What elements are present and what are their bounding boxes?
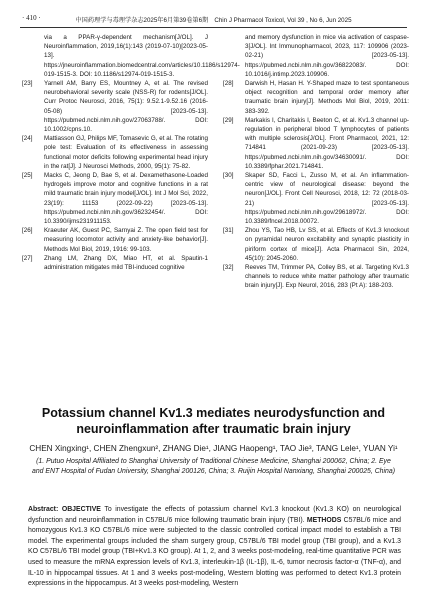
page-header	[20, 14, 407, 26]
journal-running-head: 中国药理学与毒理学杂志2025年6月第39卷第6期 Chin J Pharmacol Toxicol, Vol 39 , No 6, Jun 2025	[75, 17, 352, 24]
reference-item: and memory dysfunction in mice via activation of caspase-3[J/OL]. Int Immunopharmacol, 2023, 117: 109906 (2023-02-21) [2023-05-13]. https://pubmed.ncbi.nlm.nih.gov/36822083/. DOI: 10.1016/j.intimp.2023.109906.	[245, 34, 409, 78]
header-rule	[20, 27, 407, 28]
reference-item: [31] Zhou YS, Tao HB, Lv SS, et al. Effects of Kv1.3 knockout on pyramidal neuron excitability and synaptic plasticity in piriform cortex of mice[J]. Acta Pharmacol Sin, 2024, 45(10): 2045-2060.	[223, 227, 409, 262]
author-list: CHEN Xingxing¹, CHEN Zhengxun², ZHANG Die¹, JIANG Haopeng¹, TAO Jie³, TANG Lele¹, YUAN Yi¹	[29, 444, 398, 453]
english-abstract	[28, 505, 401, 590]
reference-item: [24] Mattiasson GJ, Philips MF, Tomasevic G, et al. The rotating pole test: Evaluation of its effectiveness in assessing functional motor deficits following experimental head injury in the rat[J]. J Neurosci Methods, 2000, 95(1): 75-82.	[22, 135, 208, 170]
reference-item: [23] Yarnell AM, Barry ES, Mountney A, et al. The revised neurobehavioral severity scale (NSS-R) for rodents[J/OL]. Curr Protoc Neurosci, 2016, 75(1): 9.52.1-9.52.16 (2016-05-08) [2023-05-13]. https://pubmed.ncbi.nlm.nih.gov/27063788/. DOI: 10.1002/cpns.10.	[22, 80, 208, 134]
abstract-label: Abstract: OBJECTIVE	[28, 506, 101, 513]
references-right-column	[223, 33, 409, 291]
methods-label: METHODS	[306, 516, 342, 524]
reference-item: via a PPAR-γ-dependent mechanism[J/OL]. J Neuroinflammation, 2019,16(1):143 (2019-07-10)[2023-05-13]. https://jneuroinflammation.biomedcentral.com/articles/10.1186/s12974-019-1515-3. DOI: 10.1186/s12974-019-1515-3.	[44, 34, 240, 78]
english-article-title: Potassium channel Kv1.3 mediates neurodysfunction and neuroinflammation after traumatic brain injury	[41, 406, 386, 436]
abstract-objective-text: To investigate the effects of potassium channel Kv1.3 knockout (Kv1.3 KO) on neurological dysfunction and neuroinflammation in C57BL/6 mice following traumatic brain injury (TBI).	[28, 506, 401, 524]
reference-item: [30] Skaper SD, Facci L, Zusso M, et al. An inflammation-centric view of neurological disease: beyond the neuron[J/OL]. Front Cell Neurosci, 2018, 12: 72 (2018-03-21) [2023-05-13]. https://pubmed.ncbi.nlm.nih.gov/29618972/. DOI: 10.3389/fncel.2018.00072.	[223, 172, 409, 226]
reference-item: [26] Kraeuter AK, Guest PC, Sarnyai Z. The open field test for measuring locomotor activity and anxiety-like behavior[J]. Methods Mol Biol, 2019, 1916: 99-103.	[22, 227, 208, 253]
reference-item: [32] Reeves TM, Trimmer PA, Colley BS, et al. Targeting Kv1.3 channels to reduce white matter pathology after traumatic brain injury[J]. Exp Neurol, 2016, 283 (Pt A): 188-203.	[223, 264, 409, 290]
reference-item: [28] Darwish H, Hasan H. Y-Shaped maze to test spontaneous object recognition and temporal order memory after traumatic brain injury[J]. Methods Mol Biol, 2019, 2011: 383-392.	[223, 80, 409, 115]
references-left-column	[22, 33, 240, 272]
reference-item: [29] Markakis I, Charitakis I, Beeton C, et al. Kv1.3 channel up-regulation in peripheral blood T lymphocytes of patients with multiple sclerosis[J/OL]. Front Pharmacol, 2021, 12: 714841 (2021-09-23) [2023-05-13]. https://pubmed.ncbi.nlm.nih.gov/34630091/. DOI: 10.3389/fphar.2021.714841.	[223, 116, 409, 170]
author-affiliations: (1. Putuo Hospital Affiliated to Shanghai University of Traditional Chinese Medicine, Shanghai 200062, China; 2. Eye and ENT Hospital of Fudan University, Shanghai 200126, China; 3. Ruijin Hospital Nanxiang, Shanghai 200025, China)	[32, 458, 395, 476]
reference-item: [25] Macks C, Jeong D, Bae S, et al. Dexamethasone-Loaded hydrogels improve motor and cognitive functions in a rat mild traumatic brain injury model[J/OL]. Int J Mol Sci, 2022, 23(19): 11153 (2022-09-22) [2023-05-13]. https://pubmed.ncbi.nlm.nih.gov/36232454/. DOI: 10.3390/ijms231911153.	[22, 172, 208, 226]
reference-item: [27] Zhang LM, Zhang DX, Miao HT, et al. Spautin-1 administration mitigates mild TBI-induced cognitive	[22, 254, 208, 272]
abstract-methods-text: C57BL/6 mice and homozygous Kv1.3 KO C57BL/6 mice were subjected to the classic controlled cortical impact model to establish a TBI model. The experimental groups included the sham surgery group, C57BL/6 TBI model group (TBI group), and a Kv1.3 KO C57BL/6 TBI model group (TBI+Kv1.3 KO group). At 1, 2, and 3 weeks post-modeling, real-time quantitative PCR was used to measure the mRNA expression levels of Kv1.3, interleukin-1β (IL-1β), IL-6, tumor necrosis factor-α (TNF-α), and IL-10 in hippocampal tissues. At 1 and 3 weeks post-modeling, Western blotting was performed to detect Kv1.3 protein expressions in the hippocampus. At 3 weeks post-modeling, Western	[28, 516, 401, 588]
page-number: · 410 ·	[22, 14, 41, 22]
